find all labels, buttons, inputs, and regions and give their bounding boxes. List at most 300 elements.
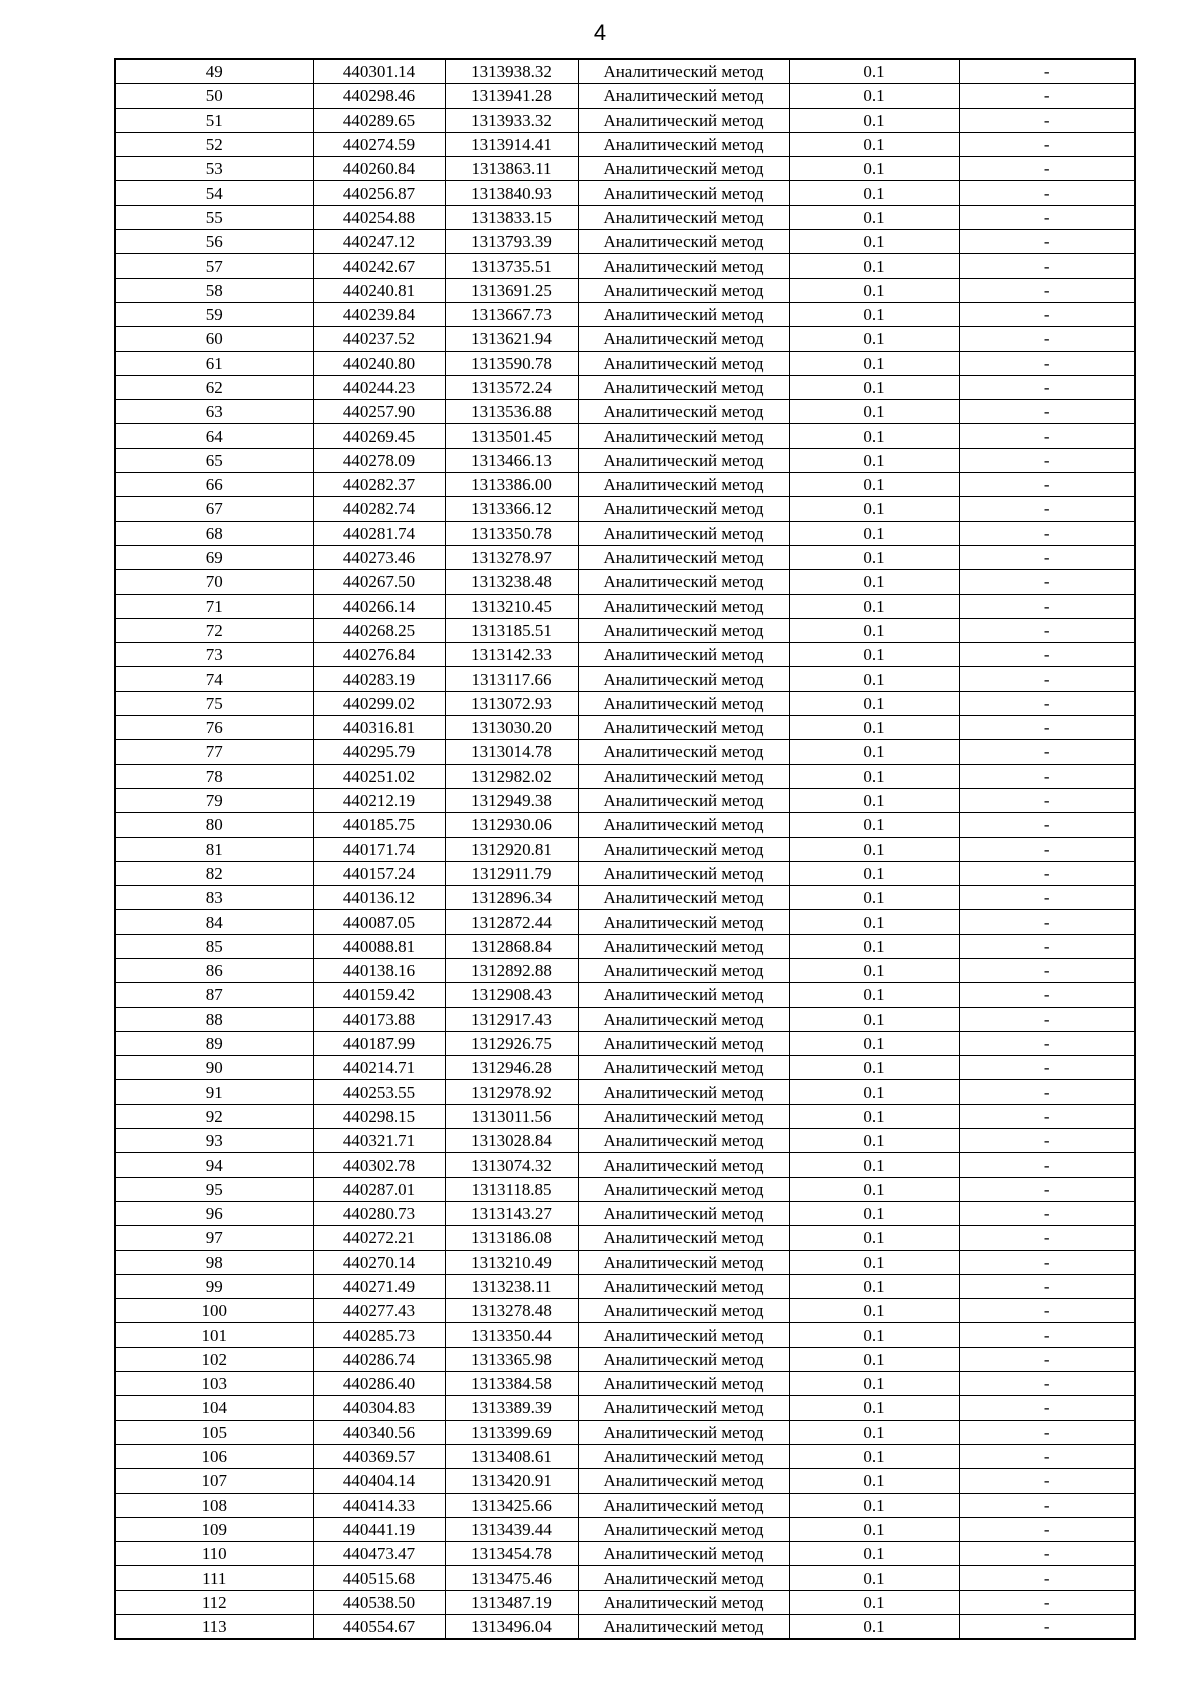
x-coordinate-cell: 440340.56 (313, 1420, 445, 1444)
point-number-cell: 79 (115, 788, 313, 812)
point-number-cell: 92 (115, 1104, 313, 1128)
point-number-cell: 68 (115, 521, 313, 545)
description-cell: - (959, 740, 1135, 764)
description-cell: - (959, 1177, 1135, 1201)
x-coordinate-cell: 440285.73 (313, 1323, 445, 1347)
table-row (115, 1444, 1135, 1468)
point-number-cell: 74 (115, 667, 313, 691)
point-number-cell: 66 (115, 473, 313, 497)
y-coordinate-cell: 1313425.66 (445, 1493, 578, 1517)
description-cell: - (959, 1226, 1135, 1250)
description-cell: - (959, 230, 1135, 254)
description-cell: - (959, 910, 1135, 934)
x-coordinate-cell: 440087.05 (313, 910, 445, 934)
description-cell: - (959, 1444, 1135, 1468)
method-cell: Аналитический метод (578, 327, 789, 351)
y-coordinate-cell: 1313466.13 (445, 448, 578, 472)
accuracy-cell: 0.1 (789, 108, 959, 132)
table-row (115, 521, 1135, 545)
description-cell: - (959, 302, 1135, 326)
x-coordinate-cell: 440281.74 (313, 521, 445, 545)
y-coordinate-cell: 1313475.46 (445, 1566, 578, 1590)
method-cell: Аналитический метод (578, 740, 789, 764)
x-coordinate-cell: 440267.50 (313, 570, 445, 594)
description-cell: - (959, 570, 1135, 594)
x-coordinate-cell: 440187.99 (313, 1031, 445, 1055)
table-row (115, 1469, 1135, 1493)
table-row (115, 157, 1135, 181)
method-cell: Аналитический метод (578, 1031, 789, 1055)
description-cell: - (959, 1590, 1135, 1614)
table-row (115, 302, 1135, 326)
description-cell: - (959, 1007, 1135, 1031)
point-number-cell: 70 (115, 570, 313, 594)
accuracy-cell: 0.1 (789, 594, 959, 618)
method-cell: Аналитический метод (578, 1372, 789, 1396)
table-row (115, 1274, 1135, 1298)
accuracy-cell: 0.1 (789, 910, 959, 934)
description-cell: - (959, 545, 1135, 569)
y-coordinate-cell: 1313863.11 (445, 157, 578, 181)
description-cell: - (959, 813, 1135, 837)
y-coordinate-cell: 1312896.34 (445, 886, 578, 910)
accuracy-cell: 0.1 (789, 400, 959, 424)
description-cell: - (959, 1396, 1135, 1420)
y-coordinate-cell: 1312920.81 (445, 837, 578, 861)
table-row (115, 740, 1135, 764)
table-row (115, 375, 1135, 399)
method-cell: Аналитический метод (578, 1226, 789, 1250)
accuracy-cell: 0.1 (789, 861, 959, 885)
table-row (115, 351, 1135, 375)
accuracy-cell: 0.1 (789, 1129, 959, 1153)
y-coordinate-cell: 1312949.38 (445, 788, 578, 812)
y-coordinate-cell: 1313014.78 (445, 740, 578, 764)
x-coordinate-cell: 440414.33 (313, 1493, 445, 1517)
point-number-cell: 90 (115, 1056, 313, 1080)
accuracy-cell: 0.1 (789, 1031, 959, 1055)
method-cell: Аналитический метод (578, 934, 789, 958)
x-coordinate-cell: 440282.74 (313, 497, 445, 521)
x-coordinate-cell: 440289.65 (313, 108, 445, 132)
point-number-cell: 72 (115, 618, 313, 642)
accuracy-cell: 0.1 (789, 327, 959, 351)
accuracy-cell: 0.1 (789, 230, 959, 254)
point-number-cell: 96 (115, 1201, 313, 1225)
x-coordinate-cell: 440369.57 (313, 1444, 445, 1468)
y-coordinate-cell: 1313590.78 (445, 351, 578, 375)
description-cell: - (959, 764, 1135, 788)
description-cell: - (959, 473, 1135, 497)
description-cell: - (959, 84, 1135, 108)
y-coordinate-cell: 1313691.25 (445, 278, 578, 302)
y-coordinate-cell: 1313028.84 (445, 1129, 578, 1153)
x-coordinate-cell: 440282.37 (313, 473, 445, 497)
method-cell: Аналитический метод (578, 837, 789, 861)
point-number-cell: 88 (115, 1007, 313, 1031)
y-coordinate-cell: 1313501.45 (445, 424, 578, 448)
accuracy-cell: 0.1 (789, 278, 959, 302)
accuracy-cell: 0.1 (789, 983, 959, 1007)
y-coordinate-cell: 1313238.48 (445, 570, 578, 594)
description-cell: - (959, 278, 1135, 302)
accuracy-cell: 0.1 (789, 1104, 959, 1128)
table-row (115, 1493, 1135, 1517)
x-coordinate-cell: 440304.83 (313, 1396, 445, 1420)
x-coordinate-cell: 440270.14 (313, 1250, 445, 1274)
x-coordinate-cell: 440272.21 (313, 1226, 445, 1250)
x-coordinate-cell: 440321.71 (313, 1129, 445, 1153)
x-coordinate-cell: 440260.84 (313, 157, 445, 181)
table-row (115, 108, 1135, 132)
y-coordinate-cell: 1313572.24 (445, 375, 578, 399)
accuracy-cell: 0.1 (789, 545, 959, 569)
y-coordinate-cell: 1313840.93 (445, 181, 578, 205)
table-row (115, 691, 1135, 715)
method-cell: Аналитический метод (578, 1517, 789, 1541)
method-cell: Аналитический метод (578, 1590, 789, 1614)
description-cell: - (959, 448, 1135, 472)
method-cell: Аналитический метод (578, 448, 789, 472)
description-cell: - (959, 254, 1135, 278)
description-cell: - (959, 983, 1135, 1007)
y-coordinate-cell: 1313667.73 (445, 302, 578, 326)
description-cell: - (959, 157, 1135, 181)
table-row (115, 570, 1135, 594)
description-cell: - (959, 1420, 1135, 1444)
accuracy-cell: 0.1 (789, 205, 959, 229)
y-coordinate-cell: 1313278.97 (445, 545, 578, 569)
table-row (115, 910, 1135, 934)
method-cell: Аналитический метод (578, 521, 789, 545)
description-cell: - (959, 1615, 1135, 1640)
x-coordinate-cell: 440237.52 (313, 327, 445, 351)
method-cell: Аналитический метод (578, 1129, 789, 1153)
y-coordinate-cell: 1312868.84 (445, 934, 578, 958)
x-coordinate-cell: 440473.47 (313, 1542, 445, 1566)
point-number-cell: 91 (115, 1080, 313, 1104)
y-coordinate-cell: 1313933.32 (445, 108, 578, 132)
x-coordinate-cell: 440283.19 (313, 667, 445, 691)
accuracy-cell: 0.1 (789, 424, 959, 448)
x-coordinate-cell: 440441.19 (313, 1517, 445, 1541)
method-cell: Аналитический метод (578, 1396, 789, 1420)
method-cell: Аналитический метод (578, 1201, 789, 1225)
method-cell: Аналитический метод (578, 1250, 789, 1274)
method-cell: Аналитический метод (578, 691, 789, 715)
y-coordinate-cell: 1313117.66 (445, 667, 578, 691)
description-cell: - (959, 716, 1135, 740)
point-number-cell: 54 (115, 181, 313, 205)
x-coordinate-cell: 440299.02 (313, 691, 445, 715)
point-number-cell: 53 (115, 157, 313, 181)
method-cell: Аналитический метод (578, 497, 789, 521)
accuracy-cell: 0.1 (789, 958, 959, 982)
accuracy-cell: 0.1 (789, 764, 959, 788)
description-cell: - (959, 837, 1135, 861)
x-coordinate-cell: 440159.42 (313, 983, 445, 1007)
table-row (115, 1323, 1135, 1347)
table-row (115, 1566, 1135, 1590)
point-number-cell: 100 (115, 1299, 313, 1323)
description-cell: - (959, 934, 1135, 958)
x-coordinate-cell: 440253.55 (313, 1080, 445, 1104)
y-coordinate-cell: 1313487.19 (445, 1590, 578, 1614)
y-coordinate-cell: 1313735.51 (445, 254, 578, 278)
y-coordinate-cell: 1312946.28 (445, 1056, 578, 1080)
accuracy-cell: 0.1 (789, 1542, 959, 1566)
point-number-cell: 76 (115, 716, 313, 740)
description-cell: - (959, 108, 1135, 132)
accuracy-cell: 0.1 (789, 1590, 959, 1614)
table-row (115, 764, 1135, 788)
table-row (115, 788, 1135, 812)
accuracy-cell: 0.1 (789, 1177, 959, 1201)
y-coordinate-cell: 1313238.11 (445, 1274, 578, 1298)
point-number-cell: 78 (115, 764, 313, 788)
y-coordinate-cell: 1313118.85 (445, 1177, 578, 1201)
table-row (115, 400, 1135, 424)
point-number-cell: 75 (115, 691, 313, 715)
accuracy-cell: 0.1 (789, 157, 959, 181)
table-row (115, 861, 1135, 885)
table-row (115, 1590, 1135, 1614)
point-number-cell: 61 (115, 351, 313, 375)
x-coordinate-cell: 440240.80 (313, 351, 445, 375)
table-row (115, 1299, 1135, 1323)
y-coordinate-cell: 1313350.44 (445, 1323, 578, 1347)
table-row (115, 1129, 1135, 1153)
accuracy-cell: 0.1 (789, 1080, 959, 1104)
x-coordinate-cell: 440266.14 (313, 594, 445, 618)
accuracy-cell: 0.1 (789, 351, 959, 375)
y-coordinate-cell: 1313536.88 (445, 400, 578, 424)
description-cell: - (959, 691, 1135, 715)
description-cell: - (959, 1250, 1135, 1274)
point-number-cell: 71 (115, 594, 313, 618)
accuracy-cell: 0.1 (789, 59, 959, 84)
x-coordinate-cell: 440280.73 (313, 1201, 445, 1225)
y-coordinate-cell: 1313074.32 (445, 1153, 578, 1177)
method-cell: Аналитический метод (578, 1444, 789, 1468)
method-cell: Аналитический метод (578, 910, 789, 934)
y-coordinate-cell: 1313366.12 (445, 497, 578, 521)
x-coordinate-cell: 440185.75 (313, 813, 445, 837)
accuracy-cell: 0.1 (789, 1347, 959, 1371)
table-row (115, 327, 1135, 351)
point-number-cell: 56 (115, 230, 313, 254)
x-coordinate-cell: 440214.71 (313, 1056, 445, 1080)
table-row (115, 934, 1135, 958)
method-cell: Аналитический метод (578, 1177, 789, 1201)
method-cell: Аналитический метод (578, 302, 789, 326)
point-number-cell: 109 (115, 1517, 313, 1541)
description-cell: - (959, 1517, 1135, 1541)
description-cell: - (959, 1056, 1135, 1080)
y-coordinate-cell: 1312930.06 (445, 813, 578, 837)
description-cell: - (959, 1323, 1135, 1347)
method-cell: Аналитический метод (578, 157, 789, 181)
point-number-cell: 60 (115, 327, 313, 351)
method-cell: Аналитический метод (578, 667, 789, 691)
table-row (115, 473, 1135, 497)
description-cell: - (959, 667, 1135, 691)
method-cell: Аналитический метод (578, 181, 789, 205)
y-coordinate-cell: 1313365.98 (445, 1347, 578, 1371)
method-cell: Аналитический метод (578, 1007, 789, 1031)
y-coordinate-cell: 1313793.39 (445, 230, 578, 254)
accuracy-cell: 0.1 (789, 1444, 959, 1468)
description-cell: - (959, 618, 1135, 642)
x-coordinate-cell: 440287.01 (313, 1177, 445, 1201)
x-coordinate-cell: 440268.25 (313, 618, 445, 642)
accuracy-cell: 0.1 (789, 1007, 959, 1031)
x-coordinate-cell: 440239.84 (313, 302, 445, 326)
point-number-cell: 103 (115, 1372, 313, 1396)
method-cell: Аналитический метод (578, 788, 789, 812)
accuracy-cell: 0.1 (789, 1420, 959, 1444)
y-coordinate-cell: 1312917.43 (445, 1007, 578, 1031)
x-coordinate-cell: 440273.46 (313, 545, 445, 569)
point-number-cell: 80 (115, 813, 313, 837)
accuracy-cell: 0.1 (789, 716, 959, 740)
point-number-cell: 112 (115, 1590, 313, 1614)
y-coordinate-cell: 1313454.78 (445, 1542, 578, 1566)
x-coordinate-cell: 440088.81 (313, 934, 445, 958)
y-coordinate-cell: 1313142.33 (445, 643, 578, 667)
table-row (115, 643, 1135, 667)
table-row (115, 594, 1135, 618)
description-cell: - (959, 1347, 1135, 1371)
accuracy-cell: 0.1 (789, 254, 959, 278)
method-cell: Аналитический метод (578, 230, 789, 254)
x-coordinate-cell: 440247.12 (313, 230, 445, 254)
point-number-cell: 97 (115, 1226, 313, 1250)
y-coordinate-cell: 1313210.45 (445, 594, 578, 618)
table-row (115, 1104, 1135, 1128)
method-cell: Аналитический метод (578, 59, 789, 84)
y-coordinate-cell: 1312908.43 (445, 983, 578, 1007)
accuracy-cell: 0.1 (789, 181, 959, 205)
y-coordinate-cell: 1313386.00 (445, 473, 578, 497)
description-cell: - (959, 788, 1135, 812)
accuracy-cell: 0.1 (789, 643, 959, 667)
table-row (115, 205, 1135, 229)
point-number-cell: 86 (115, 958, 313, 982)
point-number-cell: 59 (115, 302, 313, 326)
x-coordinate-cell: 440251.02 (313, 764, 445, 788)
x-coordinate-cell: 440515.68 (313, 1566, 445, 1590)
y-coordinate-cell: 1313496.04 (445, 1615, 578, 1640)
table-row (115, 1420, 1135, 1444)
method-cell: Аналитический метод (578, 1299, 789, 1323)
description-cell: - (959, 59, 1135, 84)
table-row (115, 1080, 1135, 1104)
point-number-cell: 98 (115, 1250, 313, 1274)
description-cell: - (959, 1201, 1135, 1225)
x-coordinate-cell: 440538.50 (313, 1590, 445, 1614)
description-cell: - (959, 1493, 1135, 1517)
point-number-cell: 62 (115, 375, 313, 399)
accuracy-cell: 0.1 (789, 813, 959, 837)
table-row (115, 1177, 1135, 1201)
method-cell: Аналитический метод (578, 983, 789, 1007)
table-row (115, 1201, 1135, 1225)
point-number-cell: 64 (115, 424, 313, 448)
method-cell: Аналитический метод (578, 254, 789, 278)
accuracy-cell: 0.1 (789, 1153, 959, 1177)
table-row (115, 813, 1135, 837)
point-number-cell: 104 (115, 1396, 313, 1420)
accuracy-cell: 0.1 (789, 570, 959, 594)
y-coordinate-cell: 1312892.88 (445, 958, 578, 982)
accuracy-cell: 0.1 (789, 1056, 959, 1080)
description-cell: - (959, 1104, 1135, 1128)
description-cell: - (959, 181, 1135, 205)
method-cell: Аналитический метод (578, 1153, 789, 1177)
description-cell: - (959, 1469, 1135, 1493)
x-coordinate-cell: 440298.46 (313, 84, 445, 108)
table-row (115, 1153, 1135, 1177)
accuracy-cell: 0.1 (789, 1274, 959, 1298)
method-cell: Аналитический метод (578, 1469, 789, 1493)
point-number-cell: 113 (115, 1615, 313, 1640)
table-row (115, 1007, 1135, 1031)
y-coordinate-cell: 1313186.08 (445, 1226, 578, 1250)
description-cell: - (959, 1542, 1135, 1566)
x-coordinate-cell: 440276.84 (313, 643, 445, 667)
y-coordinate-cell: 1313072.93 (445, 691, 578, 715)
point-number-cell: 108 (115, 1493, 313, 1517)
method-cell: Аналитический метод (578, 764, 789, 788)
method-cell: Аналитический метод (578, 278, 789, 302)
accuracy-cell: 0.1 (789, 375, 959, 399)
x-coordinate-cell: 440244.23 (313, 375, 445, 399)
point-number-cell: 101 (115, 1323, 313, 1347)
description-cell: - (959, 521, 1135, 545)
method-cell: Аналитический метод (578, 1566, 789, 1590)
method-cell: Аналитический метод (578, 716, 789, 740)
x-coordinate-cell: 440274.59 (313, 132, 445, 156)
point-number-cell: 52 (115, 132, 313, 156)
accuracy-cell: 0.1 (789, 1201, 959, 1225)
table-row (115, 716, 1135, 740)
y-coordinate-cell: 1313833.15 (445, 205, 578, 229)
table-row (115, 181, 1135, 205)
description-cell: - (959, 1031, 1135, 1055)
x-coordinate-cell: 440212.19 (313, 788, 445, 812)
accuracy-cell: 0.1 (789, 1323, 959, 1347)
description-cell: - (959, 424, 1135, 448)
accuracy-cell: 0.1 (789, 837, 959, 861)
table-row (115, 1226, 1135, 1250)
method-cell: Аналитический метод (578, 545, 789, 569)
y-coordinate-cell: 1313408.61 (445, 1444, 578, 1468)
accuracy-cell: 0.1 (789, 1250, 959, 1274)
table-row (115, 254, 1135, 278)
x-coordinate-cell: 440254.88 (313, 205, 445, 229)
point-number-cell: 94 (115, 1153, 313, 1177)
description-cell: - (959, 1129, 1135, 1153)
point-number-cell: 51 (115, 108, 313, 132)
y-coordinate-cell: 1313030.20 (445, 716, 578, 740)
y-coordinate-cell: 1312978.92 (445, 1080, 578, 1104)
table-row (115, 448, 1135, 472)
coordinates-table-body (115, 59, 1135, 1639)
method-cell: Аналитический метод (578, 132, 789, 156)
accuracy-cell: 0.1 (789, 1469, 959, 1493)
y-coordinate-cell: 1313185.51 (445, 618, 578, 642)
